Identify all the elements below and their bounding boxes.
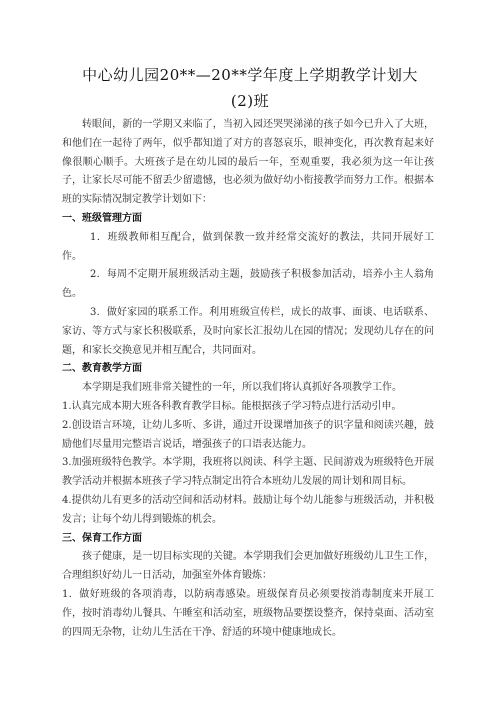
section1-heading: 一、班级管理方面 — [62, 212, 142, 224]
section3-intro: 孩子健康，是一切目标实现的关键。本学期我们会更加做好班级幼儿卫生工作，合理组织好幼儿一日活动，加强室外体育锻炼： — [62, 551, 434, 582]
document-title-line2: (2)班 — [230, 92, 270, 110]
section1-item: 3．做好家园的联系工作。利用班级宣传栏，成长的故事、面谈、电话联系、家访、等方式与家长积极联系，及时向家长汇报幼儿在园的情况；发现幼儿存在的问题，和家长交换意见并相互配合，共同面对。 — [62, 306, 434, 356]
document-body — [62, 116, 434, 642]
section2-intro: 本学期是我们班非常关键性的一年，所以我们将认真抓好各项教学工作。 — [82, 382, 402, 394]
section2-heading: 二、教育教学方面 — [62, 363, 142, 375]
section2-item: 4.提供幼儿有更多的活动空间和活动材料。鼓励让每个幼儿能参与班级活动，并积极发言；让每个幼儿得到锻炼的机会。 — [62, 494, 434, 525]
section1-item: 1．班级教师相互配合，做到保教一致并经常交流好的教法，共同开展好工作。 — [62, 231, 434, 262]
document-title-line1: 中心幼儿园20**—20**学年度上学期教学计划大 — [82, 66, 418, 84]
section2-item: 3.加强班级特色教学。本学期，我班将以阅读、科学主题、民间游戏为班级特色开展教学活动并根据本班孩子学习特点制定出符合本班幼儿发展的周计划和周目标。 — [62, 457, 434, 488]
section1-item: 2．每周不定期开展班级活动主题，鼓励孩子积极参加活动，培养小主人翁角色。 — [62, 269, 434, 300]
section2-item: 1.认真完成本期大班各科教育教学目标。能根据孩子学习特点进行活动引申。 — [62, 400, 402, 412]
section2-item: 2.创设语言环境，让幼儿多听、多讲，通过开设课增加孩子的识字量和阅读兴趣，鼓励他们尽量用完整语言说话，增强孩子的口语表达能力。 — [62, 419, 434, 450]
intro-paragraph: 转眼间，新的一学期又来临了，当初入园还哭哭涕涕的孩子如今已升入了大班，和他们在一起待了两年，似乎都知道了对方的喜怒哀乐，眼神变化，再次教育起来好像很顺心顺手。大班孩子是在幼儿园的最后一年，至观重要，我必须为这一年让孩子，让家长尽可能不留丢少留遗憾，也必须为做好幼小衔接教学而努力工作。根据本班的实际情况制定教学计划如下： — [62, 119, 434, 206]
section3-item: 1．做好班级的各项消毒，以防病毒感染。班级保育员必须要按消毒制度来开展工作，按时消毒幼儿餐具、午睡室和活动室，班级物品要摆设整齐，保持桌面、活动室的四周无杂物，让幼儿生活在干净、舒适的环境中健康地成长。 — [62, 588, 434, 638]
section3-heading: 三、保育工作方面 — [62, 532, 142, 544]
